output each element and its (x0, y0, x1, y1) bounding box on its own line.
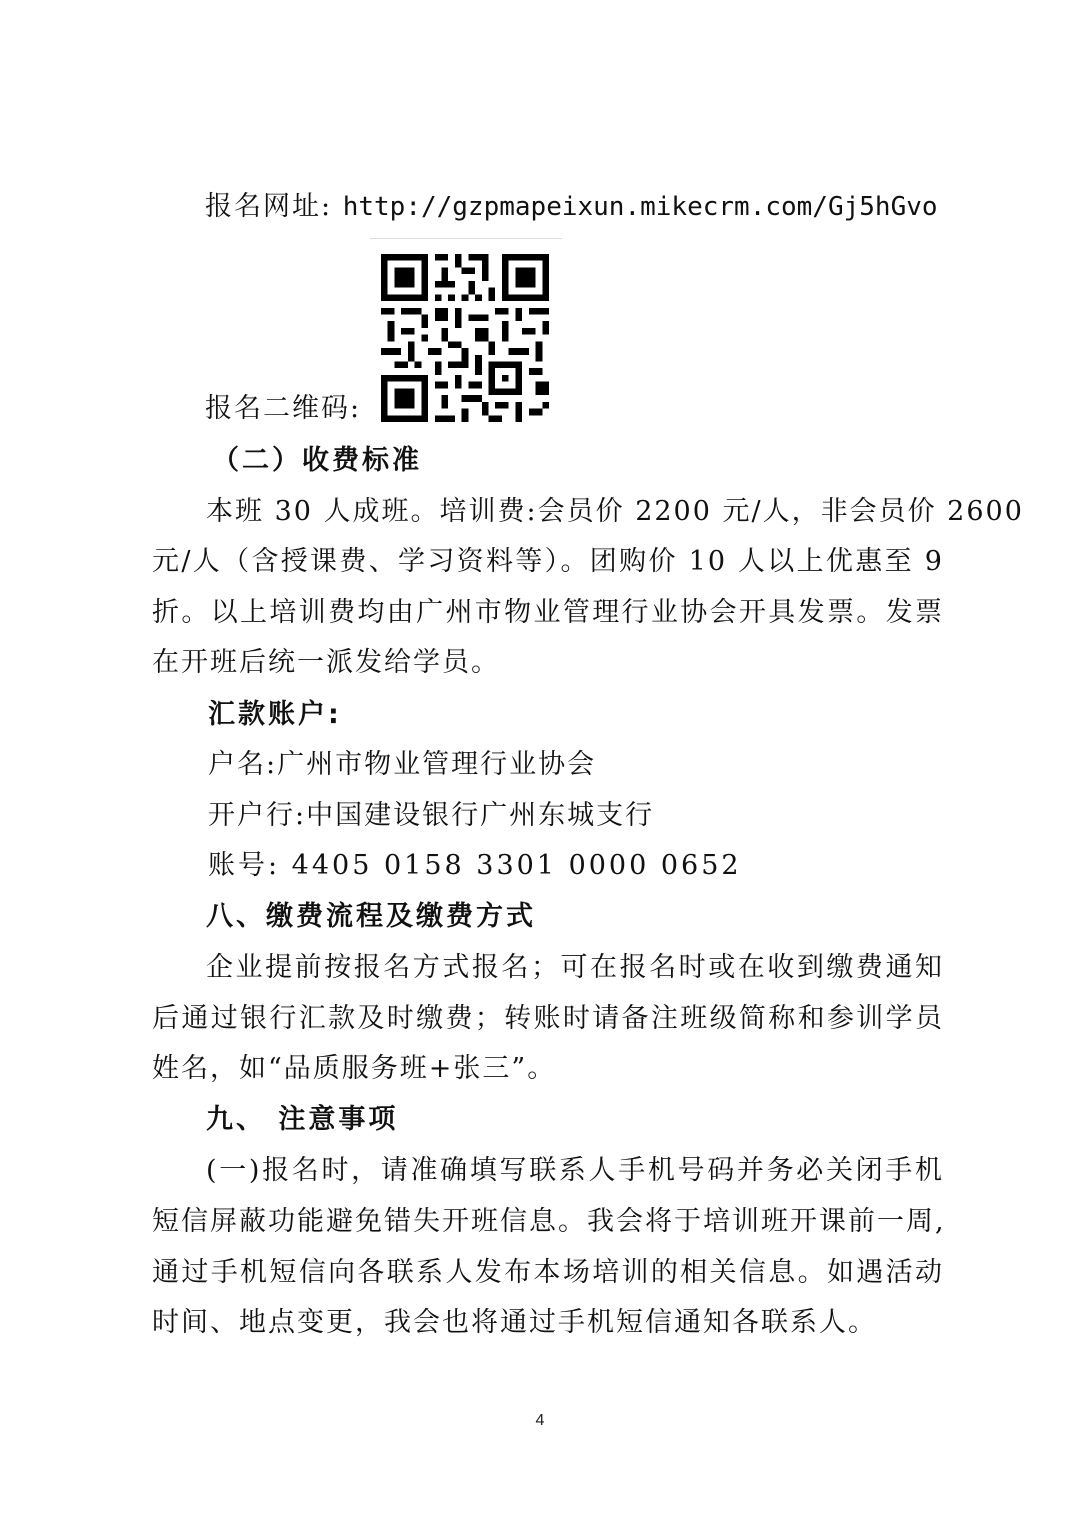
payment-line-1: 企业提前按报名方式报名；可在报名时或在收到缴费通知 (206, 952, 944, 983)
notes-line-1: (一)报名时，请准确填写联系人手机号码并务必关闭手机 (206, 1155, 944, 1186)
fees-line-2: 元/人（含授课费、学习资料等）。团购价 10 人以上优惠至 9 (152, 546, 944, 577)
payment-line-2: 后通过银行汇款及时缴费；转账时请备注班级简称和参训学员 (152, 1003, 944, 1034)
notes-line-4: 时间、地点变更，我会也将通过手机短信通知各联系人。 (152, 1307, 877, 1338)
account-bank: 开户行:中国建设银行广州东城支行 (208, 800, 655, 831)
account-heading: 汇款账户: (208, 699, 342, 730)
fees-line-4: 在开班后统一派发给学员。 (152, 647, 500, 678)
registration-url[interactable]: http://gzpmapeixun.mikecrm.com/Gj5hGvo (342, 192, 938, 222)
account-number: 账号: 4405 0158 3301 0000 0652 (208, 850, 742, 881)
notes-line-2: 短信屏蔽功能避免错失开班信息。我会将于培训班开课前一周, (152, 1206, 946, 1237)
notes-heading: 九、 注意事项 (206, 1104, 399, 1135)
registration-url-label: 报名网址: (205, 191, 333, 222)
fees-line-3: 折。以上培训费均由广州市物业管理行业协会开具发票。发票 (152, 597, 944, 628)
qr-code-label: 报名二维码: (205, 393, 362, 424)
page-number: 4 (535, 1412, 545, 1429)
notes-line-3: 通过手机短信向各联系人发布本场培训的相关信息。如遇活动 (152, 1257, 944, 1288)
qr-code-icon (380, 254, 550, 422)
payment-line-3: 姓名，如“品质服务班+张三”。 (152, 1053, 557, 1084)
account-name: 户名:广州市物业管理行业协会 (208, 749, 597, 780)
fees-line-1: 本班 30 人成班。培训费:会员价 2200 元/人，非会员价 2600 (206, 496, 1024, 527)
fees-heading: （二）收费标准 (212, 445, 422, 476)
payment-heading: 八、缴费流程及缴费方式 (206, 901, 536, 932)
qr-divider (370, 238, 562, 239)
registration-url-line (205, 190, 938, 224)
registration-qr-code (380, 254, 550, 422)
